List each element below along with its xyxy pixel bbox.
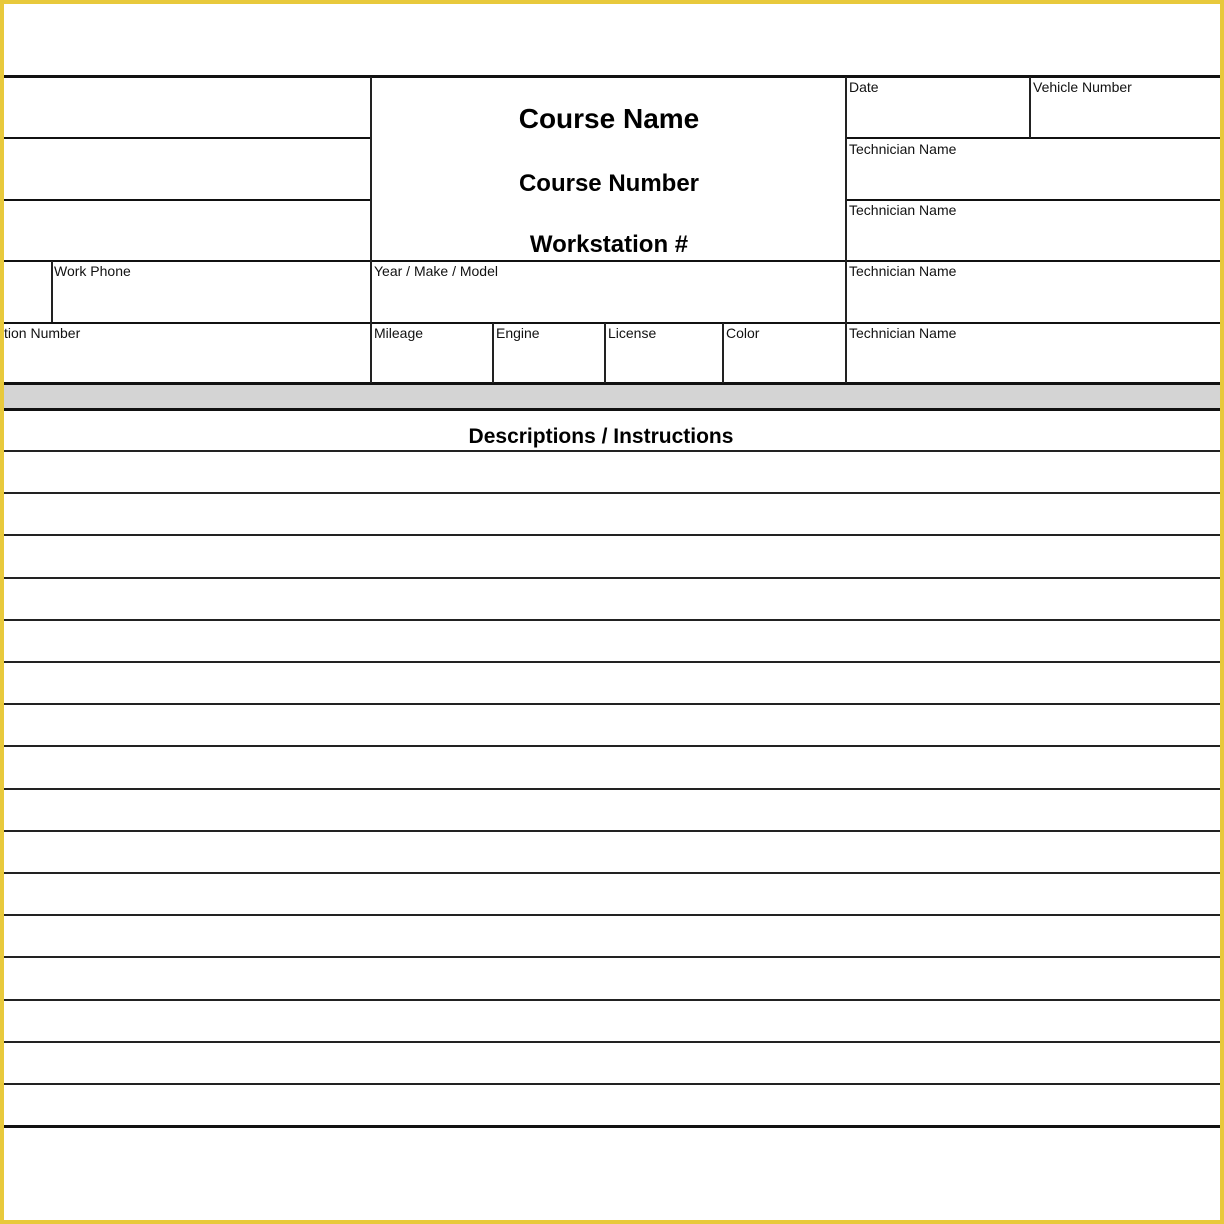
engine-label: Engine bbox=[496, 325, 540, 341]
writing-line[interactable] bbox=[4, 577, 1224, 579]
divider-engine-license bbox=[604, 323, 606, 383]
divider-license-color bbox=[722, 323, 724, 383]
work-phone-label: Work Phone bbox=[54, 263, 131, 279]
date-label: Date bbox=[849, 79, 879, 95]
writing-line[interactable] bbox=[4, 830, 1224, 832]
writing-line[interactable] bbox=[4, 788, 1224, 790]
writing-line[interactable] bbox=[4, 1083, 1224, 1085]
writing-line[interactable] bbox=[4, 450, 1224, 452]
divider-work-phone bbox=[51, 261, 53, 322]
vehicle-number-label: Vehicle Number bbox=[1033, 79, 1132, 95]
top-rule bbox=[4, 75, 1224, 78]
writing-line[interactable] bbox=[4, 703, 1224, 705]
divider-mileage-engine bbox=[492, 323, 494, 383]
writing-line[interactable] bbox=[4, 745, 1224, 747]
gray-band bbox=[4, 385, 1224, 409]
row-rule-2 bbox=[4, 322, 1224, 324]
writing-line[interactable] bbox=[4, 534, 1224, 536]
writing-line[interactable] bbox=[4, 492, 1224, 494]
descriptions-heading: Descriptions / Instructions bbox=[468, 425, 734, 448]
color-label: Color bbox=[726, 325, 760, 341]
writing-line[interactable] bbox=[4, 914, 1224, 916]
license-label: License bbox=[608, 325, 657, 341]
row-rule-1 bbox=[4, 260, 1224, 262]
identification-number-label: tion Number bbox=[4, 325, 81, 341]
mileage-label: Mileage bbox=[374, 325, 424, 341]
right-rule-2 bbox=[846, 199, 1224, 201]
writing-line[interactable] bbox=[4, 999, 1224, 1001]
course-number-title: Course Number bbox=[518, 170, 700, 197]
writing-line[interactable] bbox=[4, 872, 1224, 874]
technician-name-label-3: Technician Name bbox=[849, 263, 957, 279]
technician-name-label-4: Technician Name bbox=[849, 325, 957, 341]
writing-line[interactable] bbox=[4, 1041, 1224, 1043]
writing-line[interactable] bbox=[4, 619, 1224, 621]
workstation-title: Workstation # bbox=[529, 231, 689, 258]
right-rule-1 bbox=[846, 137, 1224, 139]
technician-name-label-2: Technician Name bbox=[849, 202, 957, 218]
left-rule-2 bbox=[4, 199, 372, 201]
year-make-model-label: Year / Make / Model bbox=[374, 263, 498, 279]
technician-name-label-1: Technician Name bbox=[849, 141, 957, 157]
writing-line[interactable] bbox=[4, 956, 1224, 958]
bottom-rule bbox=[4, 1125, 1224, 1128]
band-bottom-rule bbox=[4, 408, 1224, 411]
left-rule-1 bbox=[4, 137, 372, 139]
course-name-title: Course Name bbox=[518, 103, 700, 134]
divider-date-vehicle bbox=[1029, 77, 1031, 138]
writing-line[interactable] bbox=[4, 661, 1224, 663]
